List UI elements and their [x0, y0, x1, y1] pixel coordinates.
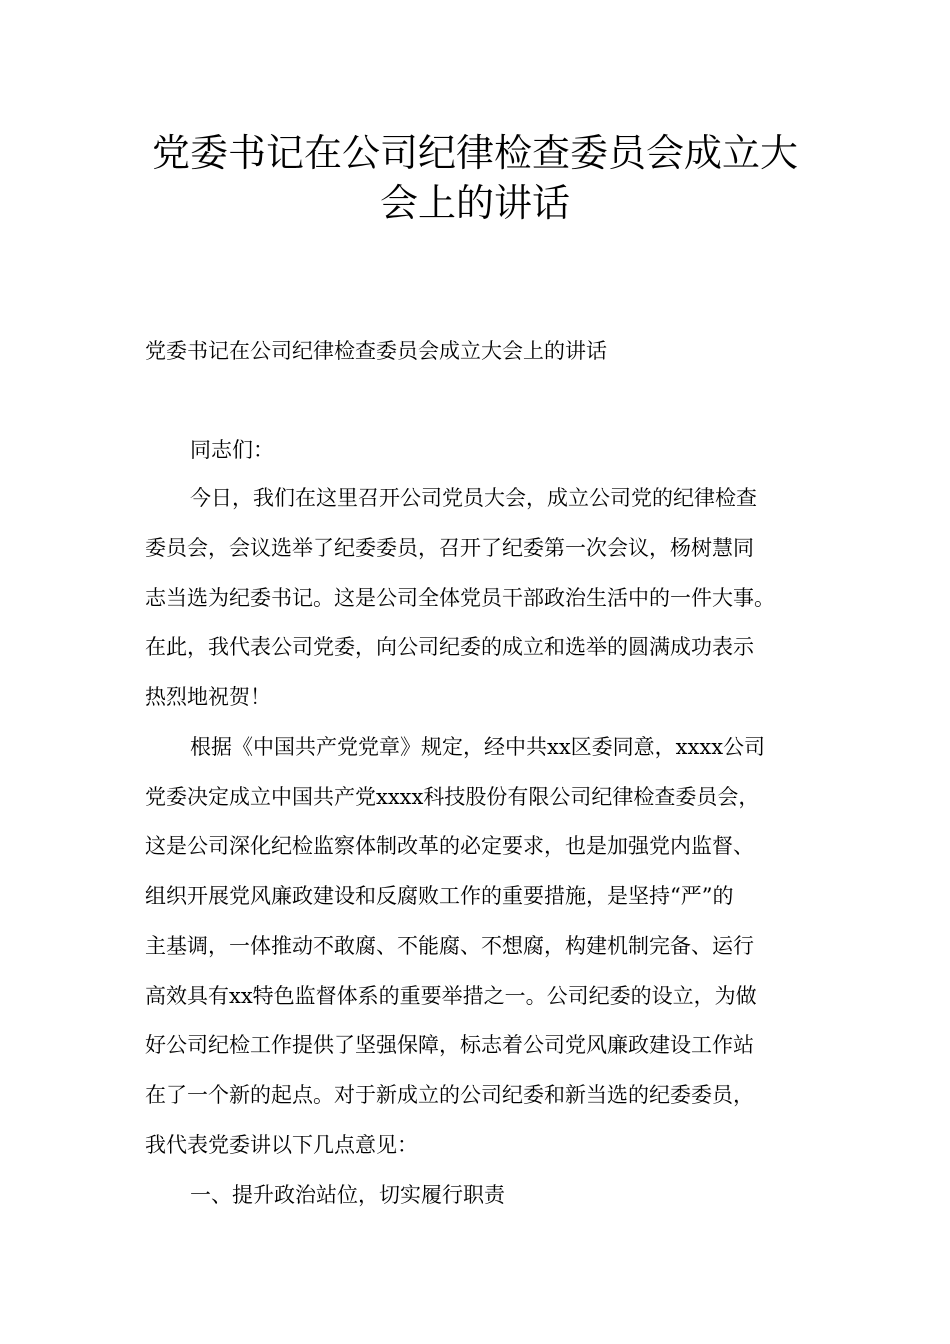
paragraph-line: 主基调，一体推动不敢腐、不能腐、不想腐，构建机制完备、运行	[145, 934, 754, 958]
document-subtitle: 党委书记在公司纪律检查委员会成立大会上的讲话	[145, 339, 607, 363]
document-title-line-2: 会上的讲话	[379, 181, 570, 225]
section-heading: 一、提升政治站位，切实履行职责	[190, 1183, 505, 1207]
paragraph-line: 今日，我们在这里召开公司党员大会，成立公司党的纪律检查	[190, 486, 757, 510]
paragraph-line: 组织开展党风廉政建设和反腐败工作的重要措施，是坚持“严”的	[145, 884, 734, 908]
paragraph-line: 党委决定成立中国共产党xxxx科技股份有限公司纪律检查委员会，	[145, 785, 760, 809]
salutation: 同志们：	[190, 438, 274, 462]
paragraph-line: 这是公司深化纪检监察体制改革的必定要求，也是加强党内监督、	[145, 834, 754, 858]
paragraph-line: 志当选为纪委书记。这是公司全体党员干部政治生活中的一件大事。	[145, 586, 775, 610]
paragraph-line: 我代表党委讲以下几点意见：	[145, 1133, 418, 1157]
paragraph-line: 委员会，会议选举了纪委委员，召开了纪委第一次会议，杨树慧同	[145, 536, 754, 560]
document-title-line-1: 党委书记在公司纪律检查委员会成立大	[151, 131, 798, 175]
paragraph-line: 在了一个新的起点。对于新成立的公司纪委和新当选的纪委委员，	[145, 1083, 754, 1107]
paragraph-line: 根据《中国共产党党章》规定，经中共xx区委同意，xxxx公司	[190, 735, 766, 759]
paragraph-line: 热烈地祝贺！	[145, 685, 271, 709]
paragraph-line: 在此，我代表公司党委，向公司纪委的成立和选举的圆满成功表示	[145, 635, 754, 659]
paragraph-line: 好公司纪检工作提供了坚强保障，标志着公司党风廉政建设工作站	[145, 1033, 754, 1057]
paragraph-line: 高效具有xx特色监督体系的重要举措之一。公司纪委的设立，为做	[145, 984, 757, 1008]
